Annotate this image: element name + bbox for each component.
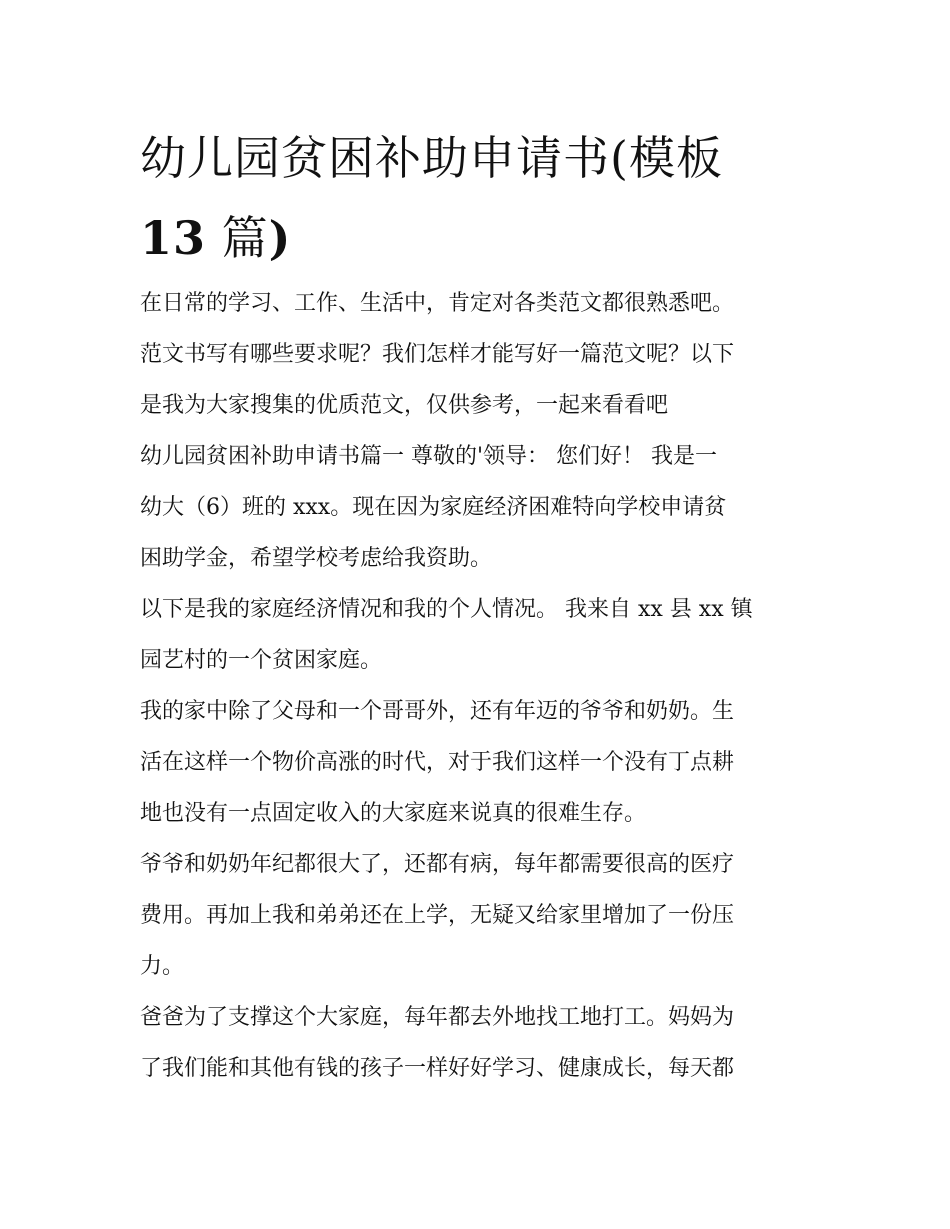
body-line: 了我们能和其他有钱的孩子一样好好学习、健康成长，每天都 (140, 1056, 735, 1081)
title-line-1: 幼儿园贫困补助申请书(模板 (140, 131, 723, 185)
body-line: 活在这样一个物价高涨的时代，对于我们这样一个没有丁点耕 (140, 750, 735, 775)
document-title (140, 118, 830, 278)
body-line: 困助学金，希望学校考虑给我资助。 (140, 546, 493, 571)
body-line: 我的家中除了父母和一个哥哥外，还有年迈的爷爷和奶奶。生 (140, 699, 735, 724)
body-line: 以下是我的家庭经济情况和我的个人情况。 我来自 xx 县 xx 镇 (140, 597, 753, 622)
body-line: 力。 (140, 954, 185, 979)
body-line: 园艺村的一个贫困家庭。 (140, 648, 383, 673)
body-line: 幼儿园贫困补助申请书篇一 尊敬的'领导： 您们好！ 我是一 (140, 444, 718, 469)
body-line: 爷爷和奶奶年纪都很大了，还都有病，每年都需要很高的医疗 (140, 852, 735, 877)
body-line: 在日常的学习、工作、生活中，肯定对各类范文都很熟悉吧。 (140, 291, 735, 316)
title-suffix: 篇 (206, 211, 269, 265)
body-line: 是我为大家搜集的优质范文，仅供参考，一起来看看吧 (140, 393, 669, 418)
body-line: 费用。再加上我和弟弟还在上学，无疑又给家里增加了一份压 (140, 903, 735, 928)
title-close-paren: ) (268, 211, 292, 265)
body-line: 爸爸为了支撑这个大家庭，每年都去外地找工地打工。妈妈为 (140, 1005, 735, 1030)
body-line: 范文书写有哪些要求呢？我们怎样才能写好一篇范文呢？以下 (140, 342, 735, 367)
body-line: 地也没有一点固定收入的大家庭来说真的很难生存。 (140, 801, 647, 826)
body-line: 幼大（6）班的 xxx。现在因为家庭经济困难特向学校申请贫 (140, 495, 727, 520)
title-line-2 (140, 198, 830, 278)
document-body (140, 278, 830, 1094)
title-number: 13 (140, 211, 207, 265)
